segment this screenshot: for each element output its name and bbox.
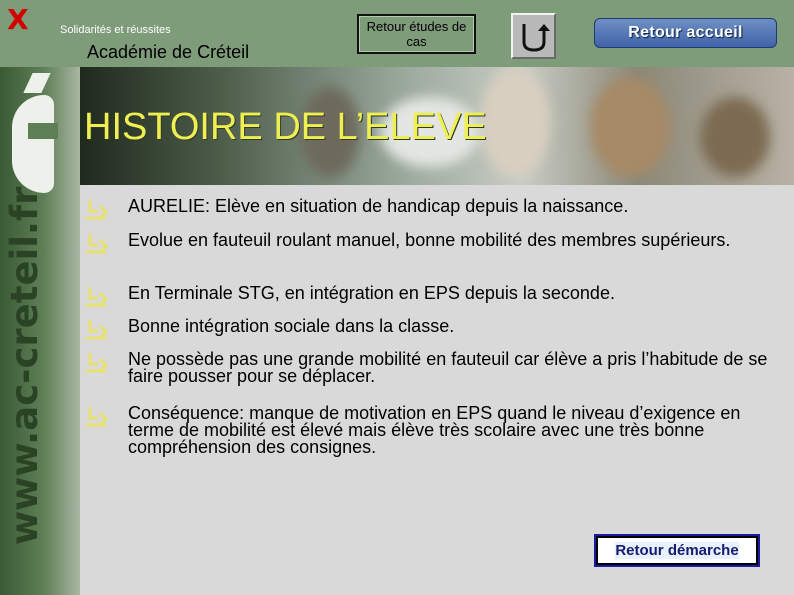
- e-letter-accent: [23, 73, 50, 93]
- photo-person-blur: [480, 67, 550, 177]
- site-url-vertical: www.ac-creteil.fr: [3, 186, 46, 545]
- bullet-arrow-icon: [84, 351, 108, 373]
- e-letter-shape: [12, 95, 54, 193]
- bullet-text: Ne possède pas une grande mobilité en fauteuil car élève a pris l’habitude de se faire pousser pour se déplacer.: [128, 349, 768, 386]
- retour-etudes-label: Retour études de cas: [366, 19, 467, 49]
- bullet-arrow-icon: [84, 198, 108, 220]
- left-band: [0, 67, 80, 595]
- retour-demarche-button[interactable]: [594, 534, 760, 567]
- top-bar: [0, 0, 794, 67]
- slogan: Solidarités et réussites: [60, 24, 171, 36]
- bullet-text: Evolue en fauteuil roulant manuel, bonne mobilité des membres supérieurs.: [128, 230, 731, 250]
- bullet-text: AURELIE: Elève en situation de handicap depuis la naissance.: [128, 196, 629, 216]
- bullet-text: Conséquence: manque de motivation en EPS quand le niveau d’exigence en terme de mobilité est élevé mais élève très scolaire avec une très bonne compréhension des consignes.: [128, 403, 741, 457]
- undo-button[interactable]: [511, 13, 556, 59]
- academie-title: Académie de Créteil: [87, 42, 250, 62]
- photo-person-blur: [700, 97, 770, 177]
- e-letter-cut: [28, 123, 58, 139]
- retour-demarche-label: Retour démarche: [615, 542, 739, 559]
- undo-arrow-icon: [518, 20, 550, 53]
- retour-accueil-button[interactable]: Retour accueil: [594, 18, 777, 48]
- bullet-text: En Terminale STG, en intégration en EPS depuis la seconde.: [128, 283, 615, 303]
- bullet-arrow-icon: [84, 405, 108, 427]
- bullet-arrow-icon: [84, 232, 108, 254]
- bullet-arrow-icon: [84, 285, 108, 307]
- bullet-arrow-icon: [84, 318, 108, 340]
- retour-etudes-button[interactable]: [357, 14, 476, 54]
- page-title: HISTOIRE DE L’ELEVE: [84, 106, 487, 148]
- logo-x-icon: X: [7, 3, 29, 36]
- bullet-text: Bonne intégration sociale dans la classe.: [128, 316, 455, 336]
- photo-person-blur: [590, 77, 670, 177]
